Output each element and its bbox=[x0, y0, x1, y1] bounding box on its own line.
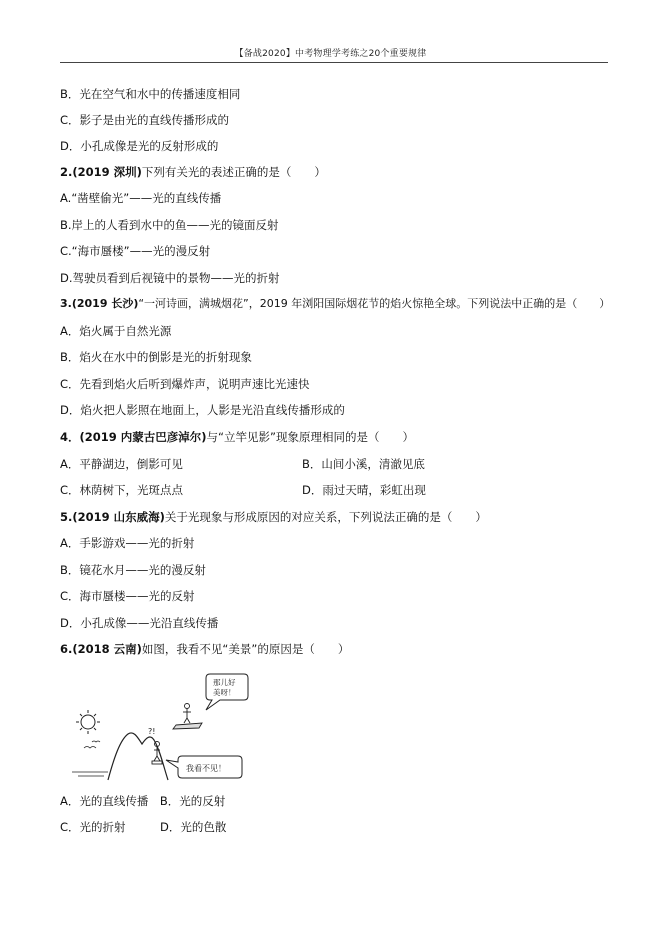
bird-icon bbox=[84, 747, 96, 749]
option-c-q1: C．影子是由光的直线传播形成的 bbox=[60, 113, 230, 127]
option-a-q5: A．手影游戏——光的折射 bbox=[60, 536, 195, 550]
option-a-q3: A．焰火属于自然光源 bbox=[60, 324, 172, 338]
speech-bubble-top bbox=[206, 674, 248, 710]
speech-bubble-bottom bbox=[166, 756, 242, 778]
header-rule bbox=[60, 62, 608, 63]
option-d-q1: D．小孔成像是光的反射形成的 bbox=[60, 139, 219, 153]
option-b-q5: B．镜花水月——光的漫反射 bbox=[60, 563, 206, 577]
option-a-q2: A.“凿壁偷光”——光的直线传播 bbox=[60, 191, 222, 205]
option-b-q4: B．山间小溪，清澈见底 bbox=[302, 457, 425, 471]
question-number: 4． bbox=[60, 430, 80, 444]
question-source: (2018 云南) bbox=[72, 642, 142, 656]
option-d-q4: D．雨过天晴，彩虹出现 bbox=[302, 483, 426, 497]
option-d-q3: D．焰火把人影照在地面上，人影是光沿直线传播形成的 bbox=[60, 403, 345, 417]
option-d-q2: D.驾驶员看到后视镜中的景物——光的折射 bbox=[60, 271, 280, 285]
option-a-q4: A．平静湖边，倒影可见 bbox=[60, 457, 183, 471]
question-text: 如图，我看不见“美景”的原因是（ ） bbox=[141, 642, 350, 656]
question-number: 5. bbox=[60, 510, 73, 524]
question-marks: ?! bbox=[148, 727, 156, 736]
question-5 bbox=[60, 509, 487, 525]
question-4 bbox=[60, 429, 414, 445]
question-text: 与“立竿见影”现象原理相同的是（ ） bbox=[206, 430, 414, 444]
option-b-q3: B．焰火在水中的倒影是光的折射现象 bbox=[60, 350, 252, 364]
question-source: (2019 长沙) bbox=[71, 297, 139, 310]
option-d-q5: D．小孔成像——光沿直线传播 bbox=[60, 616, 219, 630]
option-c-q3: C．先看到焰火后听到爆炸声，说明声速比光速快 bbox=[60, 377, 310, 391]
page-header: 【备战2020】中考物理学考练之20个重要规律 bbox=[234, 49, 427, 59]
question-source: (2019 山东威海) bbox=[72, 510, 165, 524]
bubble-text-top-line2: 美呀！ bbox=[213, 688, 236, 697]
question-6 bbox=[60, 641, 349, 657]
option-c-q4: C．林荫树下，光斑点点 bbox=[60, 483, 184, 497]
question-text: 关于光现象与形成原因的对应关系，下列说法正确的是（ ） bbox=[164, 510, 487, 524]
question-source: (2019 内蒙古巴彦淖尔) bbox=[79, 430, 207, 444]
question-number: 6. bbox=[60, 642, 73, 656]
question-number: 3. bbox=[60, 297, 72, 310]
question-3 bbox=[60, 296, 610, 312]
option-c-q5: C．海市蜃楼——光的反射 bbox=[60, 589, 195, 603]
question-text: 下列有关光的表述正确的是（ ） bbox=[141, 165, 326, 179]
option-cd-q6: C．光的折射 D．光的色散 bbox=[60, 820, 227, 834]
bubble-text-top: 那儿好 bbox=[213, 678, 236, 687]
option-b-q2: B.岸上的人看到水中的鱼——光的镜面反射 bbox=[60, 218, 279, 232]
sun-icon bbox=[76, 710, 100, 734]
option-ab-q6: A．光的直线传播 B．光的反射 bbox=[60, 794, 226, 808]
option-c-q2: C.“海市蜃楼”——光的漫反射 bbox=[60, 244, 211, 258]
question-source: (2019 深圳) bbox=[72, 165, 142, 179]
person-high-icon bbox=[173, 704, 202, 730]
question-2 bbox=[60, 164, 326, 180]
mountain-shape bbox=[108, 733, 168, 780]
bubble-text-bottom: 我看不见！ bbox=[186, 764, 226, 773]
bird-icon bbox=[92, 741, 100, 742]
cartoon-figure bbox=[62, 668, 262, 783]
question-text: “一河诗画，满城烟花”，2019 年浏阳国际烟花节的焰火惊艳全球。下列说法中正确的是（ ） bbox=[138, 297, 611, 310]
option-b-q1: B．光在空气和水中的传播速度相同 bbox=[60, 87, 241, 101]
question-number: 2. bbox=[60, 165, 73, 179]
